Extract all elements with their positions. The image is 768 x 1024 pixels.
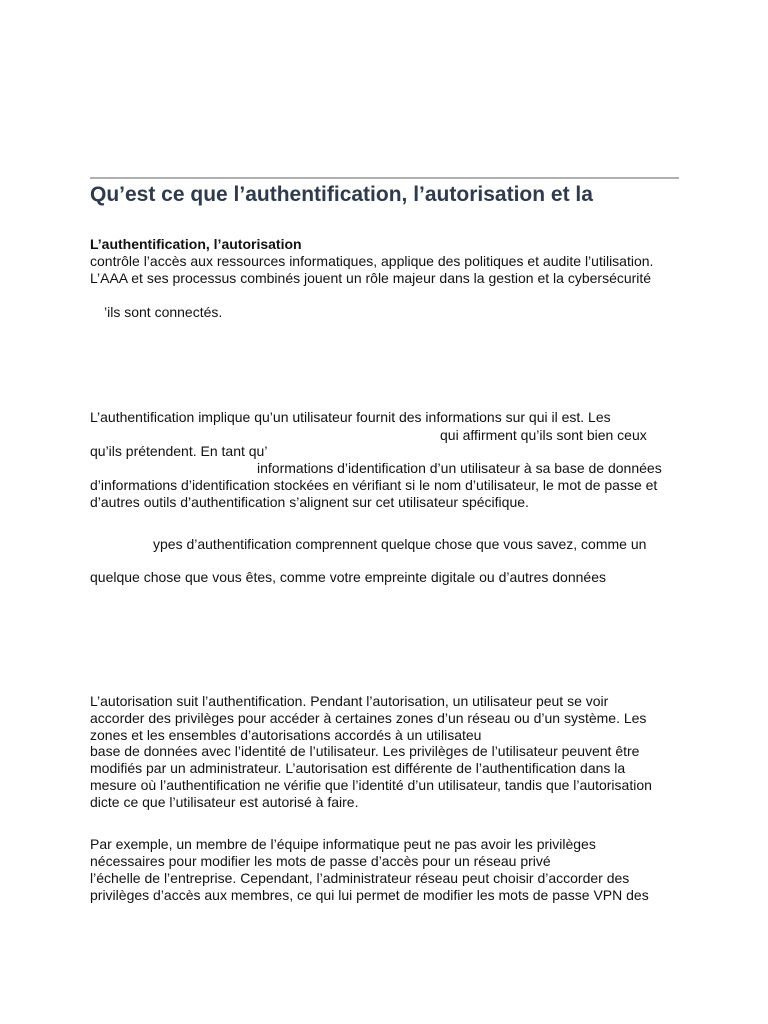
paragraph-line: accorder des privilèges pour accéder à certaines zones d’un réseau ou d’un système. Les	[90, 710, 647, 726]
paragraph-line: l’échelle de l’entreprise. Cependant, l’administrateur réseau peut choisir d’accorder des	[90, 870, 630, 886]
paragraph-line: qui affirment qu’ils sont bien ceux	[440, 427, 647, 443]
paragraph-line: L’authentification implique qu’un utilisateur fournit des informations sur qui il est. Les	[90, 409, 611, 425]
paragraph-line: L’AAA et ses processus combinés jouent un rôle majeur dans la gestion et la cybersécurité	[90, 270, 652, 286]
paragraph-line: quelque chose que vous êtes, comme votre empreinte digitale ou d’autres données	[90, 569, 606, 585]
paragraph-line: d’autres outils d’authentification s’alignent sur cet utilisateur spécifique.	[90, 494, 529, 510]
paragraph-line: ypes d’authentification comprennent quelque chose que vous savez, comme un	[153, 536, 647, 552]
page-title: Qu’est ce que l’authentification, l’autorisation et la	[90, 183, 593, 206]
paragraph-line: informations d’identification d’un utilisateur à sa base de données	[257, 460, 662, 476]
paragraph-line: ’ils sont connectés.	[104, 304, 223, 320]
paragraph-line: privilèges d’accès aux membres, ce qui lui permet de modifier les mots de passe VPN des	[90, 887, 649, 903]
paragraph-line: contrôle l’accès aux ressources informatiques, applique des politiques et audite l’utilisation.	[90, 253, 654, 269]
paragraph-line: modifiés par un administrateur. L’autorisation est différente de l’authentification dans la	[90, 760, 626, 776]
paragraph-line: nécessaires pour modifier les mots de passe d’accès pour un réseau privé	[90, 853, 551, 869]
paragraph-line: L’autorisation suit l’authentification. Pendant l’autorisation, un utilisateur peut se voir	[90, 693, 609, 709]
paragraph-line: d’informations d’identification stockées en vérifiant si le nom d’utilisateur, le mot de passe et	[90, 477, 658, 493]
title-divider	[90, 177, 679, 179]
paragraph-line: base de données avec l’identité de l’utilisateur. Les privilèges de l’utilisateur peuvent être	[90, 743, 640, 759]
paragraph-line: zones et les ensembles d’autorisations accordés à un utilisateu	[90, 727, 482, 743]
paragraph-line: dicte ce que l’utilisateur est autorisé à faire.	[90, 794, 359, 810]
section-heading: L’authentification, l’autorisation	[90, 236, 302, 252]
paragraph-line: Par exemple, un membre de l’équipe informatique peut ne pas avoir les privilèges	[90, 836, 596, 852]
paragraph-line: mesure où l’authentification ne vérifie que l’identité d’un utilisateur, tandis que l’autorisation	[90, 777, 652, 793]
paragraph-line: qu’ils prétendent. En tant qu’	[90, 443, 268, 459]
